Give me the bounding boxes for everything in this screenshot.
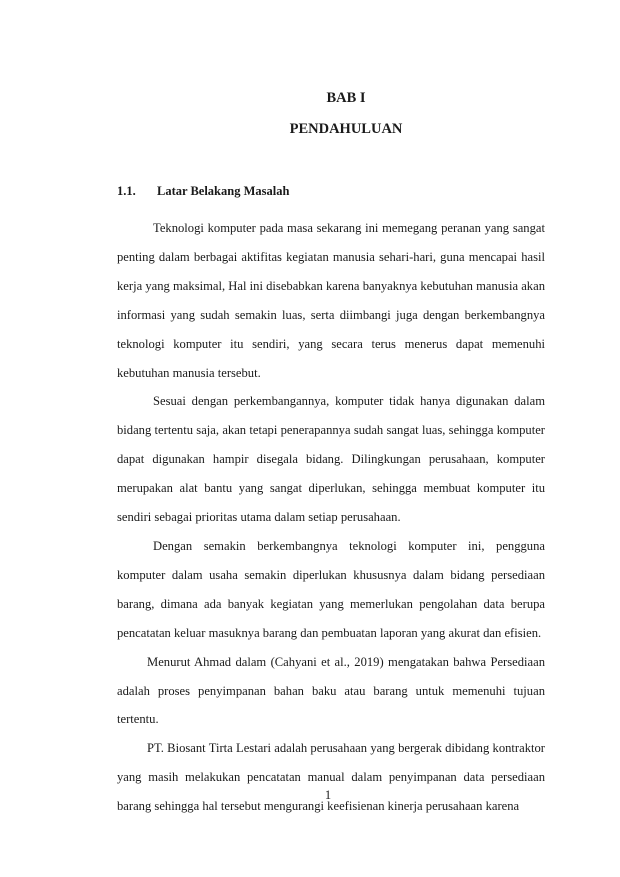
paragraph: Menurut Ahmad dalam (Cahyani et al., 2019) mengatakan bahwa Persediaan adalah proses penyimpanan bahan baku atau barang untuk memenuhi tujuan tertentu. bbox=[117, 654, 545, 727]
body-text bbox=[117, 214, 545, 821]
chapter-number: BAB I bbox=[326, 90, 366, 106]
chapter-title: PENDAHULUAN bbox=[289, 121, 403, 137]
section-title: Latar Belakang Masalah bbox=[157, 184, 290, 198]
page-number: 1 bbox=[324, 788, 332, 802]
paragraph: Sesuai dengan perkembangannya, komputer tidak hanya digunakan dalam bidang tertentu saja, akan tetapi penerapannya sudah sangat luas, sehingga komputer dapat digunakan hampir disegala bidang. Dilingkungan perusahaan, komputer merupakan alat bantu yang sangat diperlukan, sehingga membuat komputer itu sendiri sebagai prioritas utama dalam setiap perusahaan. bbox=[117, 394, 545, 525]
section-number: 1.1. bbox=[117, 184, 136, 198]
paragraph: PT. Biosant Tirta Lestari adalah perusahaan yang bergerak dibidang kontraktor yang masih melakukan pencatatan manual dalam penyimpanan data persediaan barang sehingga hal tersebut mengurangi keefisienan kinerja perusahaan karena bbox=[117, 741, 545, 814]
paragraph: Dengan semakin berkembangnya teknologi komputer ini, pengguna komputer dalam usaha semakin diperlukan khususnya dalam bidang persediaan barang, dimana ada banyak kegiatan yang memerlukan pengolahan data berupa pencatatan keluar masuknya barang dan pembuatan laporan yang akurat dan efisien. bbox=[117, 538, 545, 640]
section-heading bbox=[117, 184, 289, 199]
paragraph: Teknologi komputer pada masa sekarang ini memegang peranan yang sangat penting dalam berbagai aktifitas kegiatan manusia sehari-hari, guna mencapai hasil kerja yang maksimal, Hal ini disebabkan karena banyaknya kebutuhan manusia akan informasi yang sudah semakin luas, serta diimbangi juga dengan berkembangnya teknologi komputer itu sendiri, yang secara terus menerus dapat memenuhi kebutuhan manusia tersebut. bbox=[117, 221, 545, 380]
